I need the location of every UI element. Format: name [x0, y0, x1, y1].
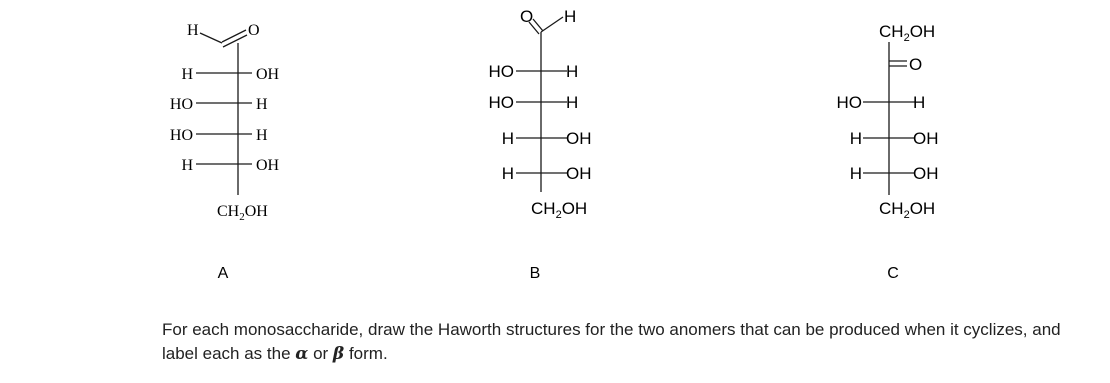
label-c: C — [887, 265, 899, 282]
b-row4-left: H — [501, 164, 514, 183]
a-aldehyde-o: O — [248, 22, 260, 39]
structure-a — [170, 22, 280, 282]
c-row1-left: HO — [836, 93, 862, 112]
b-row3-right: OH — [566, 129, 592, 148]
a-row4-left: H — [181, 157, 193, 174]
c-row3-left: H — [849, 164, 862, 183]
b-h-bond — [541, 17, 563, 32]
a-row4-right: OH — [256, 157, 280, 174]
b-aldehyde-o: O — [520, 7, 534, 26]
label-a: A — [217, 265, 229, 282]
label-b: B — [529, 265, 541, 282]
c-row3-right: OH — [913, 164, 939, 183]
c-carbonyl-o: O — [909, 55, 923, 74]
a-row1-left: H — [181, 66, 193, 83]
b-bottom-group: $CH_2OH$ — [531, 199, 588, 221]
beta-symbol: β — [332, 344, 345, 364]
prompt-text-end: form. — [344, 344, 388, 363]
b-row3-left: H — [501, 129, 514, 148]
a-row3-right: H — [256, 127, 268, 144]
a-h-bond — [200, 33, 222, 43]
c-row1-right: H — [913, 93, 926, 112]
a-row2-right: H — [256, 96, 268, 113]
structure-b — [489, 7, 592, 282]
prompt-text-or: or — [308, 344, 333, 363]
a-co-double-bond-2 — [223, 35, 247, 47]
a-row2-left: HO — [169, 96, 193, 113]
b-row1-right: H — [566, 62, 579, 81]
question-prompt — [162, 318, 1062, 366]
b-row1-left: HO — [488, 62, 514, 81]
c-top-group: $CH_2OH$ — [879, 22, 936, 44]
b-row4-right: OH — [566, 164, 592, 183]
a-bottom-group: $CH_2OH$ — [217, 203, 268, 223]
c-row2-right: OH — [913, 129, 939, 148]
prompt-text-start: For each monosaccharide, draw the Haworth structures for the two anomers that can be produced when it cyclizes, and label each as the — [162, 320, 1061, 363]
a-row1-right: OH — [256, 66, 280, 83]
b-row2-left: HO — [488, 93, 514, 112]
c-row2-left: H — [849, 129, 862, 148]
c-bottom-group: $CH_2OH$ — [879, 199, 936, 221]
alpha-symbol: α — [295, 344, 309, 364]
a-co-double-bond-1 — [222, 30, 246, 42]
structure-c — [837, 22, 939, 282]
a-aldehyde-h: H — [187, 22, 199, 39]
b-row2-right: H — [566, 93, 579, 112]
a-row3-left: HO — [169, 127, 193, 144]
b-aldehyde-h: H — [564, 7, 577, 26]
